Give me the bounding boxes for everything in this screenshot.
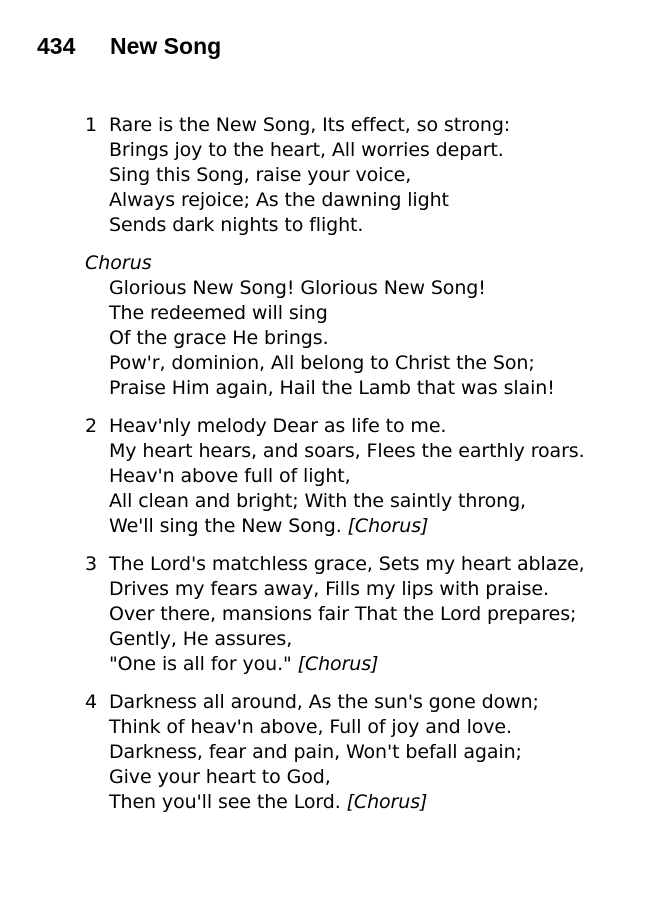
chorus-reference: [Chorus] (297, 653, 379, 675)
verse-line: The Lord's matchless grace, Sets my heart ablaze, (109, 553, 585, 575)
verse-3 (85, 552, 645, 677)
hymn-body (85, 113, 645, 828)
verse-line: Think of heav'n above, Full of joy and love. (109, 716, 512, 738)
hymn-header (37, 32, 221, 60)
verse-line: Over there, mansions fair That the Lord prepares; (109, 603, 577, 625)
verse-2 (85, 414, 645, 539)
verse-1 (85, 113, 645, 238)
hymn-number: 434 (37, 33, 76, 59)
verse-line: Rare is the New Song, Its effect, so strong: (109, 114, 511, 136)
chorus-reference: [Chorus] (347, 515, 429, 537)
verse-number: 3 (85, 553, 98, 575)
chorus-line: Glorious New Song! Glorious New Song! (109, 277, 486, 299)
chorus-reference: [Chorus] (346, 791, 428, 813)
verse-line-last (109, 652, 645, 677)
verse-line-text: Then you'll see the Lord. (109, 791, 341, 813)
verse-line: Sing this Song, raise your voice, (109, 164, 412, 186)
verse-4 (85, 690, 645, 815)
chorus-label: Chorus (85, 252, 152, 274)
verse-number: 2 (85, 415, 98, 437)
chorus-line: Pow'r, dominion, All belong to Christ the Son; (109, 352, 535, 374)
verse-number: 4 (85, 691, 98, 713)
verse-line: All clean and bright; With the saintly throng, (109, 490, 526, 512)
chorus-line: Praise Him again, Hail the Lamb that was slain! (109, 377, 555, 399)
verse-line: Drives my fears away, Fills my lips with praise. (109, 578, 549, 600)
verse-line: Sends dark nights to flight. (109, 214, 364, 236)
verse-line-last (109, 514, 645, 539)
verse-line: Darkness, fear and pain, Won't befall again; (109, 741, 522, 763)
chorus-line: The redeemed will sing (109, 302, 328, 324)
chorus (85, 251, 645, 401)
chorus-line: Of the grace He brings. (109, 327, 329, 349)
chorus-lines (85, 276, 645, 401)
hymn-title: New Song (110, 33, 222, 59)
verse-line: Gently, He assures, (109, 628, 293, 650)
verse-line-text: "One is all for you." (109, 653, 292, 675)
verse-line: Brings joy to the heart, All worries depart. (109, 139, 504, 161)
verse-number: 1 (85, 114, 98, 136)
verse-line: Heav'nly melody Dear as life to me. (109, 415, 447, 437)
verse-line: My heart hears, and soars, Flees the earthly roars. (109, 440, 585, 462)
verse-line-text: We'll sing the New Song. (109, 515, 342, 537)
verse-line: Always rejoice; As the dawning light (109, 189, 449, 211)
verse-line-last (109, 790, 645, 815)
verse-line: Darkness all around, As the sun's gone down; (109, 691, 539, 713)
verse-line: Give your heart to God, (109, 766, 331, 788)
verse-line: Heav'n above full of light, (109, 465, 351, 487)
